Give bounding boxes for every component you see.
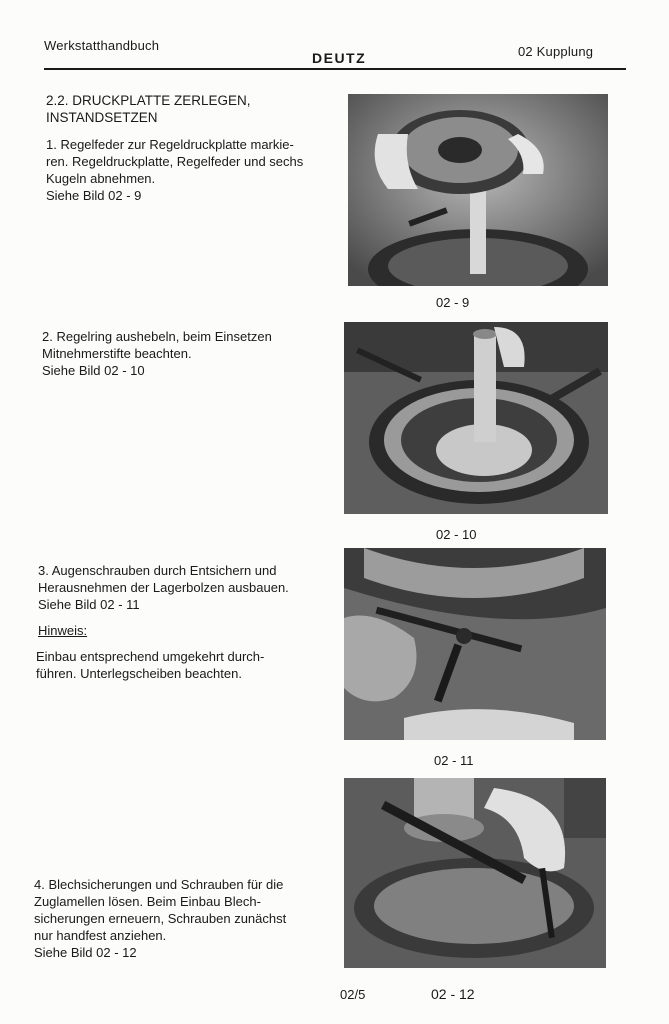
text-line: sicherungen erneuern, Schrauben zunächst <box>34 911 287 926</box>
step-4-text <box>34 876 334 961</box>
text-line: führen. Unterlegscheiben beachten. <box>36 666 242 681</box>
figure-02-12-caption: 02 - 12 <box>431 986 475 1002</box>
text-line: Herausnehmen der Lagerbolzen ausbauen. <box>38 580 289 595</box>
step-3-text <box>38 562 334 613</box>
section-title-line: INSTANDSETZEN <box>46 110 158 125</box>
text-line: 2. Regelring aushebeln, beim Einsetzen <box>42 329 272 344</box>
text-line: Kugeln abnehmen. <box>46 171 156 186</box>
step-2-text <box>42 328 334 379</box>
figure-02-9-photo <box>348 94 608 286</box>
text-line: Siehe Bild 02 - 11 <box>38 597 140 612</box>
section-title-line: 2.2. DRUCKPLATTE ZERLEGEN, <box>46 93 251 108</box>
figure-02-10-caption: 02 - 10 <box>436 527 477 542</box>
note-text <box>36 648 332 682</box>
header-left: Werkstatthandbuch <box>44 38 160 53</box>
figure-02-11-photo <box>344 548 606 740</box>
figure-02-10-photo <box>344 322 608 514</box>
figure-02-12-photo <box>344 778 606 968</box>
text-line: 4. Blechsicherungen und Schrauben für die <box>34 877 284 892</box>
header-right: 02 Kupplung <box>518 44 594 59</box>
text-line: Siehe Bild 02 - 12 <box>34 945 137 960</box>
text-line: Mitnehmerstifte beachten. <box>42 346 192 361</box>
header-brand: DEUTZ <box>312 50 367 66</box>
text-line: Zuglamellen lösen. Beim Einbau Blech- <box>34 894 261 909</box>
text-line: 1. Regelfeder zur Regeldruckplatte markie- <box>46 137 294 152</box>
note-label: Hinweis: <box>38 623 88 638</box>
text-line: ren. Regeldruckplatte, Regelfeder und sechs <box>46 154 304 169</box>
text-line: 3. Augenschrauben durch Entsichern und <box>38 563 277 578</box>
step-1-text <box>46 136 336 204</box>
text-line: nur handfest anziehen. <box>34 928 167 943</box>
section-title <box>46 92 251 126</box>
figure-02-9-caption: 02 - 9 <box>436 295 470 310</box>
page-number: 02/5 <box>340 987 366 1002</box>
text-line: Einbau entsprechend umgekehrt durch- <box>36 649 265 664</box>
text-line: Siehe Bild 02 - 9 <box>46 188 142 203</box>
text-line: Siehe Bild 02 - 10 <box>42 363 145 378</box>
figure-02-11-caption: 02 - 11 <box>434 753 474 768</box>
header-rule <box>44 68 626 70</box>
